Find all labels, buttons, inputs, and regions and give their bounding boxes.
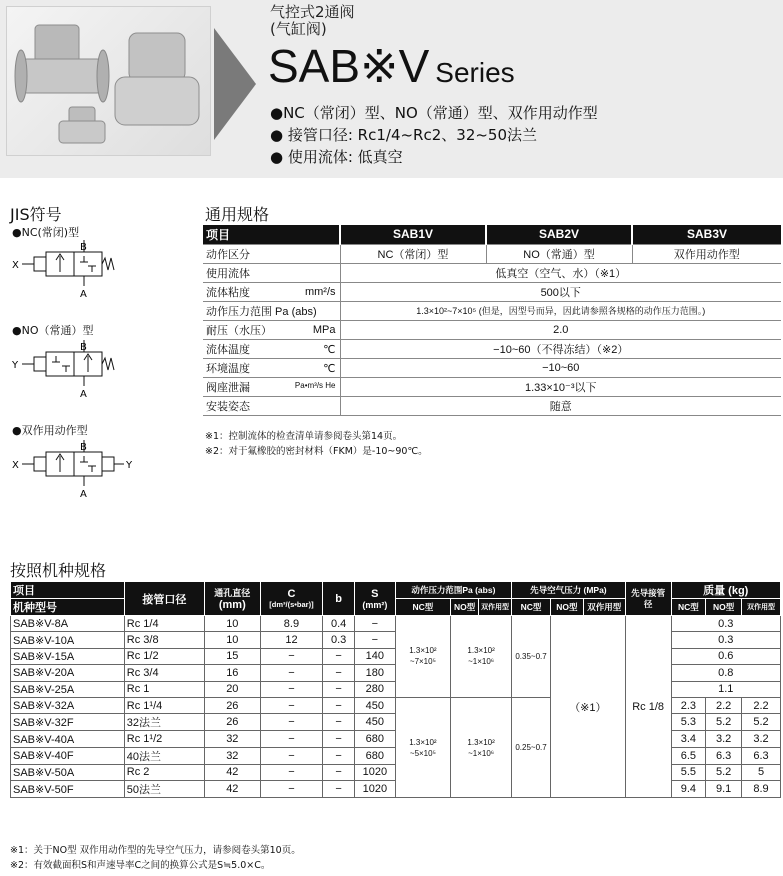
- jis-double-label: ●双作用动作型: [12, 424, 88, 437]
- port-a: A: [80, 289, 87, 300]
- table-cell: 680: [354, 747, 395, 764]
- table-cell: Rc 3/4: [124, 665, 204, 681]
- header-orifice: [205, 582, 261, 616]
- table-cell: （※1）: [550, 616, 625, 798]
- table-cell: SAB※V-10A: [11, 632, 125, 648]
- table-cell: −: [260, 648, 323, 664]
- table-cell: 3.2: [742, 731, 781, 747]
- table-cell: 1020: [354, 764, 395, 780]
- table-row: [203, 358, 781, 377]
- row-item: 动作区分: [203, 244, 340, 263]
- table-cell: 5.2: [706, 764, 742, 780]
- table-cell: 32: [205, 747, 261, 764]
- table-cell: 1.1: [671, 681, 781, 697]
- table-cell: 42: [205, 781, 261, 798]
- row-item: [203, 320, 340, 339]
- table-cell: 40法兰: [124, 747, 204, 764]
- row-unit: ℃: [323, 362, 336, 375]
- table-cell: 10: [205, 616, 261, 632]
- header-model: 机种型号: [11, 599, 125, 616]
- model-notes: [10, 843, 301, 873]
- sub-no: NO型: [451, 599, 479, 616]
- table-cell: SAB※V-40F: [11, 747, 125, 764]
- sub-nc: NC型: [512, 599, 551, 616]
- table-cell: −: [260, 697, 323, 713]
- table-cell: 0.4: [323, 616, 355, 632]
- s-label: S: [371, 587, 379, 600]
- table-cell: −: [323, 781, 355, 798]
- table-cell: 2.2: [706, 697, 742, 713]
- jis-no-symbol: [10, 340, 120, 402]
- row-value: 500以下: [340, 282, 781, 301]
- table-cell: Rc 2: [124, 764, 204, 780]
- table-row: [203, 282, 781, 301]
- table-cell: SAB※V-32A: [11, 697, 125, 713]
- table-cell: Rc 1¹/4: [124, 697, 204, 713]
- feature-item: ●NC（常闭）型、NO（常通）型、双作用动作型: [270, 104, 598, 122]
- table-cell: 5: [742, 764, 781, 780]
- table-cell: 3.2: [706, 731, 742, 747]
- header-c: [260, 582, 323, 616]
- table-row: [203, 301, 781, 320]
- table-cell: 5.2: [742, 714, 781, 731]
- table-cell: 680: [354, 731, 395, 747]
- table-header-row: [203, 225, 781, 244]
- series-suffix: Series: [435, 57, 515, 88]
- table-cell: 32: [205, 731, 261, 747]
- row-item-label: 流体温度: [206, 343, 250, 356]
- header-item: 项目: [11, 582, 125, 599]
- header-sab1v: SAB1V: [340, 225, 486, 244]
- row-unit: ℃: [323, 343, 336, 356]
- table-cell: 0.8: [671, 665, 781, 681]
- table-cell: 20: [205, 681, 261, 697]
- orifice-label: 通孔直径: [214, 588, 251, 598]
- product-subtitle: 气控式2通阀 (气缸阀): [270, 3, 355, 38]
- header-item: 项目: [203, 225, 340, 244]
- table-cell: 6.5: [671, 747, 706, 764]
- table-cell: 10: [205, 632, 261, 648]
- row-unit: Pa•m³/s He: [294, 380, 336, 390]
- table-cell: SAB※V-40A: [11, 731, 125, 747]
- table-cell: −: [260, 665, 323, 681]
- table-row: [203, 244, 781, 263]
- port-x: X: [12, 260, 19, 271]
- table-cell: 450: [354, 697, 395, 713]
- row-unit: MPa: [312, 323, 336, 336]
- model-spec-title: 按照机种规格: [10, 561, 107, 580]
- general-spec-title: 通用规格: [205, 205, 270, 224]
- general-notes: [205, 429, 428, 459]
- row-value: NO（常通）型: [486, 244, 632, 263]
- row-value: 随意: [340, 396, 781, 415]
- table-cell: −: [260, 731, 323, 747]
- series-name: SAB※V: [268, 40, 430, 92]
- table-cell: −: [323, 697, 355, 713]
- table-cell: −: [260, 764, 323, 780]
- table-cell: 8.9: [742, 781, 781, 798]
- header-pressure: 动作压力范围Pa (abs): [395, 582, 511, 599]
- table-cell: 50法兰: [124, 781, 204, 798]
- table-cell: 1.3×10² ~5×10⁵: [395, 697, 450, 797]
- feature-item: ● 接管口径: Rc1/4~Rc2、32~50法兰: [270, 126, 538, 144]
- row-item: [203, 282, 340, 301]
- row-value: −10~60: [340, 358, 781, 377]
- table-cell: 0.3: [323, 632, 355, 648]
- port-b: B: [80, 442, 87, 453]
- table-cell: 9.1: [706, 781, 742, 798]
- row-item: 使用流体: [203, 263, 340, 282]
- table-cell: 1.3×10² ~1×10⁶: [451, 697, 512, 797]
- model-table-body: [11, 616, 781, 798]
- table-cell: 0.3: [671, 616, 781, 632]
- port-a: A: [80, 389, 87, 400]
- row-item: 动作压力范围 Pa (abs): [203, 301, 340, 320]
- table-cell: −: [354, 632, 395, 648]
- table-cell: Rc 1/2: [124, 648, 204, 664]
- table-cell: 0.6: [671, 648, 781, 664]
- table-cell: SAB※V-20A: [11, 665, 125, 681]
- row-item-label: 环境温度: [206, 362, 250, 375]
- table-cell: 2.2: [742, 697, 781, 713]
- sub-nc: NC型: [395, 599, 450, 616]
- c-unit: [dm³/(s•bar)]: [269, 600, 314, 609]
- port-y: Y: [12, 360, 19, 371]
- row-value: −10~60（不得冻结）（※2）: [340, 339, 781, 358]
- table-row: [203, 320, 781, 339]
- port-y: Y: [126, 460, 133, 471]
- table-cell: 0.25~0.7: [512, 697, 551, 797]
- header-s: [354, 582, 395, 616]
- table-cell: Rc 3/8: [124, 632, 204, 648]
- row-value: NC（常闭）型: [340, 244, 486, 263]
- table-cell: 26: [205, 714, 261, 731]
- port-a: A: [80, 489, 87, 500]
- table-cell: 1.3×10² ~1×10⁶: [451, 616, 512, 698]
- row-item: [203, 358, 340, 377]
- note-item: ※1：控制流体的检查清单请参阅卷头第14页。: [205, 431, 403, 442]
- table-cell: 0.3: [671, 632, 781, 648]
- table-cell: 6.3: [742, 747, 781, 764]
- jis-title: JIS符号: [10, 205, 62, 224]
- port-b: B: [80, 342, 87, 353]
- table-cell: Rc 1¹/2: [124, 731, 204, 747]
- table-row: [203, 339, 781, 358]
- table-cell: SAB※V-8A: [11, 616, 125, 632]
- table-cell: −: [323, 731, 355, 747]
- general-spec-table: [203, 225, 781, 416]
- feature-list: [270, 102, 598, 168]
- header-pilot-port: 先导接管径: [625, 582, 671, 616]
- row-value: 双作用动作型: [632, 244, 781, 263]
- header-arrow: [214, 28, 256, 140]
- table-cell: SAB※V-25A: [11, 681, 125, 697]
- table-cell: SAB※V-50F: [11, 781, 125, 798]
- table-cell: −: [260, 781, 323, 798]
- table-row: [203, 396, 781, 415]
- table-cell: 2.3: [671, 697, 706, 713]
- row-value: 2.0: [340, 320, 781, 339]
- header-mass: 质量 (kg): [671, 582, 781, 599]
- table-cell: −: [260, 747, 323, 764]
- header-sab2v: SAB2V: [486, 225, 632, 244]
- table-cell: Rc 1: [124, 681, 204, 697]
- table-cell: −: [354, 616, 395, 632]
- header-sab3v: SAB3V: [632, 225, 781, 244]
- table-cell: 180: [354, 665, 395, 681]
- sub-no: NO型: [550, 599, 583, 616]
- product-photo: [6, 6, 211, 156]
- table-cell: 5.5: [671, 764, 706, 780]
- table-cell: 26: [205, 697, 261, 713]
- sub-double: 双作用型: [479, 599, 512, 616]
- table-cell: −: [260, 714, 323, 731]
- table-cell: SAB※V-32F: [11, 714, 125, 731]
- table-cell: Rc 1/8: [625, 616, 671, 798]
- sub-no: NO型: [706, 599, 742, 616]
- table-cell: −: [323, 665, 355, 681]
- table-cell: SAB※V-50A: [11, 764, 125, 780]
- jis-double-symbol: [10, 440, 140, 502]
- table-cell: −: [323, 764, 355, 780]
- table-row: [11, 616, 781, 632]
- table-cell: 1.3×10² ~7×10⁵: [395, 616, 450, 698]
- table-cell: 8.9: [260, 616, 323, 632]
- table-cell: SAB※V-15A: [11, 648, 125, 664]
- table-cell: 6.3: [706, 747, 742, 764]
- orifice-unit: (mm): [218, 599, 246, 611]
- table-cell: 32法兰: [124, 714, 204, 731]
- header-b: b: [323, 582, 355, 616]
- header-port: 接管口径: [124, 582, 204, 616]
- table-row: [203, 377, 781, 396]
- port-x: X: [12, 460, 19, 471]
- jis-no-label: ●NO（常通）型: [12, 324, 94, 337]
- row-value: 低真空（空气、水）（※1）: [340, 263, 781, 282]
- table-cell: 140: [354, 648, 395, 664]
- note-item: ※2：对于氟橡胶的密封材料（FKM）是-10~90℃。: [205, 446, 428, 457]
- row-item: [203, 339, 340, 358]
- sub-double: 双作用型: [583, 599, 625, 616]
- table-cell: −: [323, 648, 355, 664]
- table-row: [203, 263, 781, 282]
- note-item: ※2：有效截面积S和声速导率C之间的换算公式是S≒5.0×C。: [10, 860, 271, 871]
- s-unit: (mm²): [362, 599, 388, 610]
- table-cell: 3.4: [671, 731, 706, 747]
- series-title: [268, 40, 515, 99]
- table-cell: 450: [354, 714, 395, 731]
- model-spec-table: [10, 581, 781, 798]
- table-cell: −: [323, 747, 355, 764]
- table-cell: 5.3: [671, 714, 706, 731]
- table-cell: 42: [205, 764, 261, 780]
- table-cell: 15: [205, 648, 261, 664]
- row-item-label: 耐压（水压）: [206, 324, 272, 337]
- table-cell: −: [260, 681, 323, 697]
- c-label: C: [287, 588, 296, 600]
- table-cell: −: [323, 714, 355, 731]
- row-value: 1.33×10⁻³以下: [340, 377, 781, 396]
- jis-nc-label: ●NC(常闭)型: [12, 226, 80, 239]
- row-item: [203, 377, 340, 396]
- table-cell: 16: [205, 665, 261, 681]
- note-item: ※1：关于NO型 双作用动作型的先导空气压力，请参阅卷头第10页。: [10, 845, 301, 856]
- row-item: 安装姿态: [203, 396, 340, 415]
- jis-nc-symbol: [10, 240, 120, 302]
- row-unit: mm²/s: [304, 285, 336, 298]
- table-cell: 0.35~0.7: [512, 616, 551, 698]
- table-cell: −: [323, 681, 355, 697]
- row-value: 1.3×10²~7×10⁵ (但是，因型号而异，因此请参照各规格的动作压力范围。): [340, 301, 781, 320]
- table-cell: 1020: [354, 781, 395, 798]
- row-item-label: 阀座泄漏: [206, 381, 250, 394]
- row-item-label: 流体粘度: [206, 286, 250, 299]
- port-b: B: [80, 242, 87, 253]
- table-cell: 12: [260, 632, 323, 648]
- table-cell: 9.4: [671, 781, 706, 798]
- sub-double: 双作用型: [742, 599, 781, 616]
- feature-item: ● 使用流体: 低真空: [270, 148, 403, 166]
- sub-nc: NC型: [671, 599, 706, 616]
- table-cell: 5.2: [706, 714, 742, 731]
- header-pilot: 先导空气压力 (MPa): [512, 582, 626, 599]
- table-cell: 280: [354, 681, 395, 697]
- table-cell: Rc 1/4: [124, 616, 204, 632]
